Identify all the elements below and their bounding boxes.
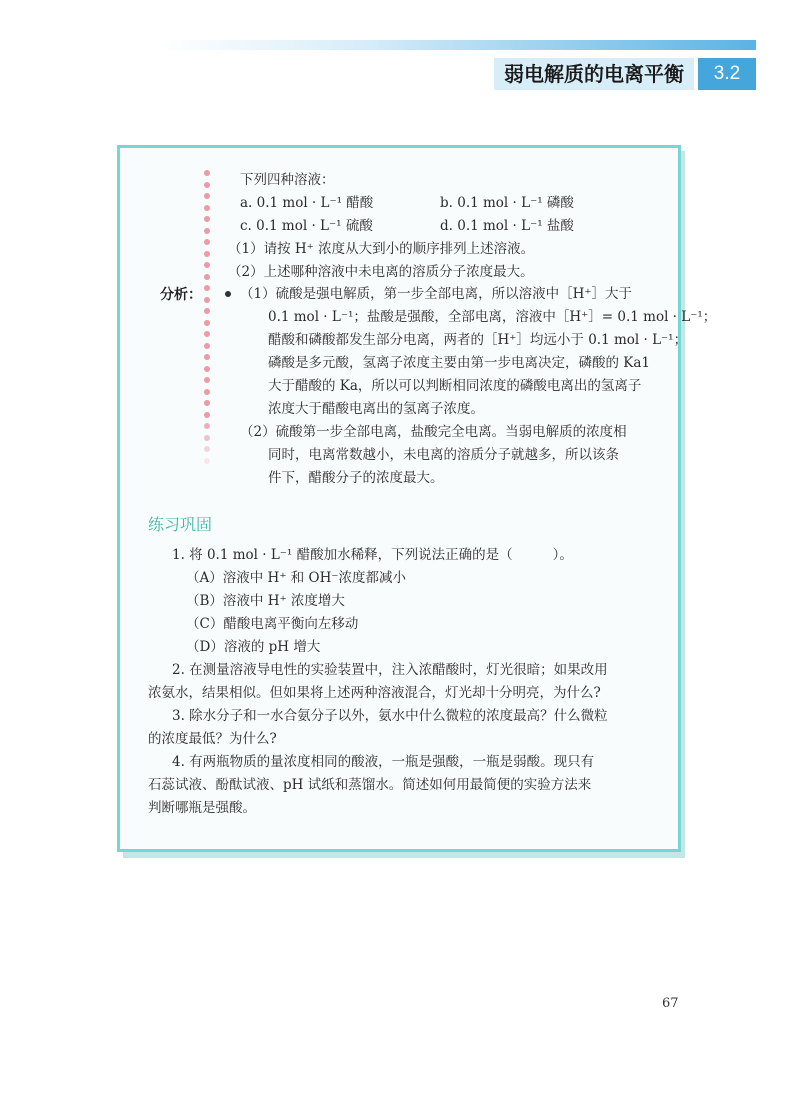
decor-dot (204, 239, 210, 245)
decor-dot (204, 446, 210, 452)
decor-dot (204, 297, 210, 303)
decor-dot (204, 308, 210, 314)
analysis-p1-line6: 浓度大于醋酸电离出的氢离子浓度。 (268, 401, 484, 417)
analysis-label: 分析： (160, 287, 202, 303)
decor-dot (204, 205, 210, 211)
decor-dot (204, 354, 210, 360)
analysis-p1-line3: 醋酸和磷酸都发生部分电离，两者的［H⁺］均远小于 0.1 mol · L⁻¹； (268, 332, 688, 348)
practice-q4-line3: 判断哪瓶是强酸。 (148, 800, 256, 816)
analysis-p1-line5: 大于醋酸的 Ka，所以可以判断相同浓度的磷酸电离出的氢离子 (268, 378, 642, 394)
decor-dot (204, 228, 210, 234)
option-b: b. 0.1 mol · L⁻¹ 磷酸 (440, 195, 574, 211)
practice-q3-line1: 3. 除水分子和一水合氨分子以外，氨水中什么微粒的浓度最高？什么微粒 (172, 708, 608, 724)
decor-dot (204, 412, 210, 418)
decor-dot (204, 320, 210, 326)
header-stripe (160, 40, 756, 50)
decor-dot (204, 182, 210, 188)
decor-dot (204, 435, 210, 441)
practice-q1-choice-b: （B）溶液中 H⁺ 浓度增大 (186, 593, 345, 609)
practice-q1-stem-before: 1. 将 0.1 mol · L⁻¹ 醋酸加水稀释，下列说法正确的是（ (172, 547, 513, 563)
decor-dot (204, 285, 210, 291)
decor-dot (204, 423, 210, 429)
page-number: 67 (662, 996, 679, 1011)
dot-column-decoration (204, 170, 212, 470)
decor-dot (204, 331, 210, 337)
section-number: 3.2 (698, 58, 756, 90)
analysis-p2-line1: （2）硫酸第一步全部电离，盐酸完全电离。当弱电解质的浓度相 (240, 424, 627, 440)
decor-dot (204, 389, 210, 395)
decor-dot (204, 170, 210, 176)
practice-title: 练习巩固 (148, 515, 213, 534)
decor-dot (204, 377, 210, 383)
decor-dot (204, 262, 210, 268)
practice-q1-choice-a: （A）溶液中 H⁺ 和 OH⁻浓度都减小 (186, 570, 406, 586)
practice-q1-stem-after: ）。 (552, 547, 573, 563)
decor-dot (204, 216, 210, 222)
practice-q4-line1: 4. 有两瓶物质的量浓度相同的酸液，一瓶是强酸，一瓶是弱酸。现只有 (172, 754, 595, 770)
option-a: a. 0.1 mol · L⁻¹ 醋酸 (240, 195, 374, 211)
practice-q1-stem (172, 545, 573, 565)
decor-dot (204, 458, 210, 464)
option-d: d. 0.1 mol · L⁻¹ 盐酸 (440, 218, 574, 234)
decor-dot (204, 400, 210, 406)
analysis-p2-line3: 件下，醋酸分子的浓度最大。 (268, 470, 444, 486)
practice-q4-line2: 石蕊试液、酚酞试液、pH 试纸和蒸馏水。简述如何用最简便的实验方法来 (148, 777, 592, 793)
analysis-p1-line4: 磷酸是多元酸，氢离子浓度主要由第一步电离决定，磷酸的 Ka1 (268, 355, 651, 371)
analysis-bullet (225, 291, 231, 297)
decor-dot (204, 366, 210, 372)
decor-dot (204, 343, 210, 349)
decor-dot (204, 274, 210, 280)
practice-q2-line2: 浓氨水，结果相似。但如果将上述两种溶液混合，灯光却十分明亮，为什么? (148, 685, 601, 701)
practice-q2-line1: 2. 在测量溶液导电性的实验装置中，注入浓醋酸时，灯光很暗；如果改用 (172, 662, 608, 678)
practice-q3-line2: 的浓度最低？为什么? (148, 731, 277, 747)
practice-q1-choice-d: （D）溶液的 pH 增大 (186, 639, 321, 655)
option-c: c. 0.1 mol · L⁻¹ 硫酸 (240, 218, 373, 234)
analysis-p1-line2: 0.1 mol · L⁻¹；盐酸是强酸，全部电离，溶液中［H⁺］= 0.1 mol · L⁻¹； (268, 309, 717, 325)
analysis-p1-line1: （1）硫酸是强电解质，第一步全部电离，所以溶液中［H⁺］大于 (240, 286, 632, 302)
decor-dot (204, 251, 210, 257)
example-intro: 下列四种溶液： (240, 172, 335, 188)
analysis-p2-line2: 同时，电离常数越小，未电离的溶质分子就越多，所以该条 (268, 447, 619, 463)
chapter-title: 弱电解质的电离平衡 (494, 58, 694, 90)
example-q1: （1）请按 H⁺ 浓度从大到小的顺序排列上述溶液。 (228, 241, 535, 257)
practice-q1-choice-c: （C）醋酸电离平衡向左移动 (186, 616, 359, 632)
decor-dot (204, 193, 210, 199)
example-q2: （2）上述哪种溶液中未电离的溶质分子浓度最大。 (228, 264, 534, 280)
